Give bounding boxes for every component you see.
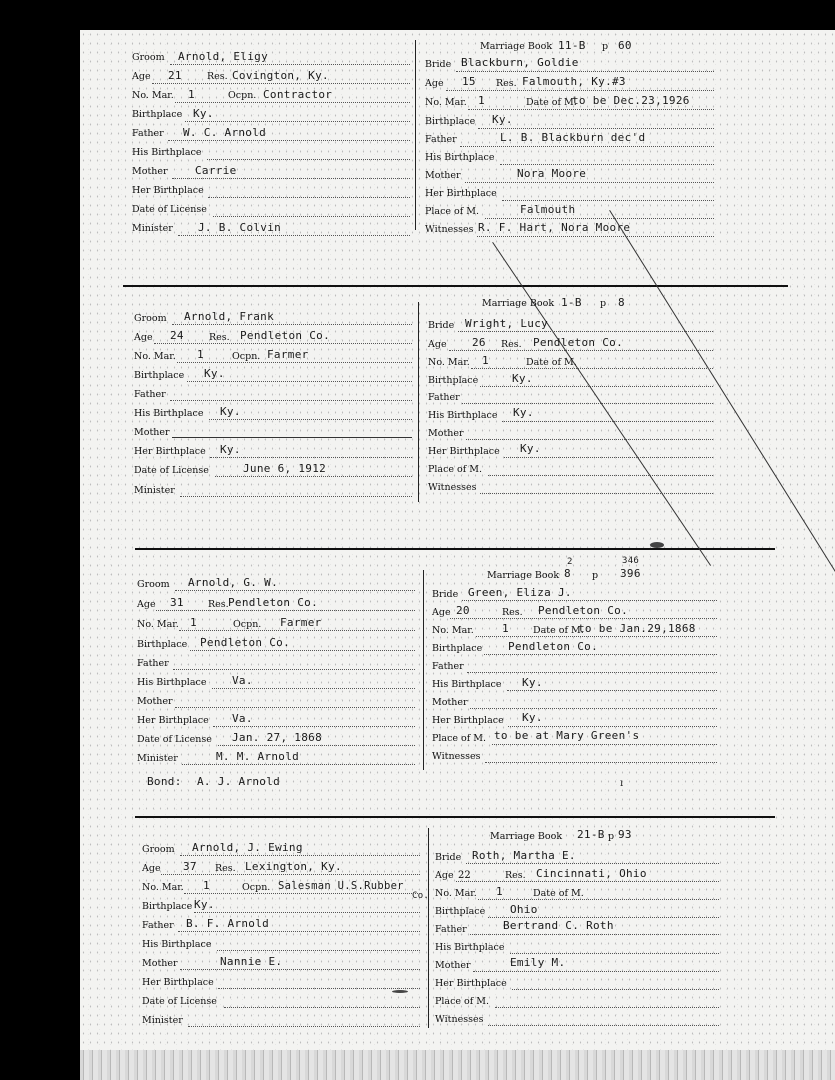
bride-label: Bride xyxy=(425,59,452,70)
scan-bottom-edge xyxy=(80,1050,835,1080)
res-label: Res. xyxy=(207,71,228,82)
date-of-m-label: Date of M. xyxy=(526,357,577,368)
her-birthplace-label: Her Birthplace xyxy=(137,715,209,726)
marriage-book-number: 21-B xyxy=(577,828,605,841)
groom-no-mar: 1 xyxy=(190,616,197,629)
marriage-book-label: Marriage Book xyxy=(482,298,555,309)
bride-father-label: Father xyxy=(432,661,464,672)
bride-mother-label: Mother xyxy=(428,428,464,439)
groom-occupation: Salesman U.S.Rubber xyxy=(278,880,404,892)
bride-name: Wright, Lucy xyxy=(465,317,549,330)
groom-name: Arnold, Frank xyxy=(184,310,274,323)
page-label: p xyxy=(600,298,607,309)
bride-his-birthplace-label: His Birthplace xyxy=(432,679,502,690)
bride-her-birthplace-label: Her Birthplace xyxy=(428,446,500,457)
groom-no-mar: 1 xyxy=(188,88,195,101)
age-label: Age xyxy=(132,71,151,82)
bride-mother-label: Mother xyxy=(432,697,468,708)
groom-no-mar: 1 xyxy=(197,348,204,361)
bride-father-label: Father xyxy=(425,134,457,145)
bride-no-mar: 1 xyxy=(482,354,489,367)
groom-occupation: Contractor xyxy=(263,88,333,101)
groom-residence: Covington, Ky. xyxy=(232,69,329,82)
bride-residence: Pendleton Co. xyxy=(533,336,623,349)
bride-no-mar: 1 xyxy=(496,885,503,898)
marriage-book-page: 396 xyxy=(620,567,641,580)
groom-name: Arnold, G. W. xyxy=(188,576,278,589)
groom-age: 31 xyxy=(170,596,184,609)
bride-father: L. B. Blackburn dec'd xyxy=(500,131,646,144)
scan-top-border xyxy=(0,0,835,30)
place-of-marriage: Falmouth xyxy=(520,203,576,216)
bride-age-label: Age xyxy=(435,870,454,881)
groom-birthplace: Ky. xyxy=(204,367,225,380)
father-label: Father xyxy=(134,389,166,400)
bride-age-label: Age xyxy=(425,78,444,89)
groom-residence: Lexington, Ky. xyxy=(245,860,342,873)
his-birthplace-label: His Birthplace xyxy=(142,939,212,950)
age-label: Age xyxy=(134,332,153,343)
minister-label: Minister xyxy=(134,485,175,496)
groom-age: 37 xyxy=(183,860,197,873)
bride-her-birthplace-label: Her Birthplace xyxy=(425,188,497,199)
bride-no-mar: 1 xyxy=(502,622,509,635)
record-separator xyxy=(123,285,788,287)
res-label: Res. xyxy=(209,332,230,343)
bride-residence: Falmouth, Ky.#3 xyxy=(522,75,626,88)
bride-residence: Pendleton Co. xyxy=(538,604,628,617)
ocpn-label: Ocpn. xyxy=(228,90,257,101)
bride-name: Blackburn, Goldie xyxy=(461,56,579,69)
bride-birthplace-label: Birthplace xyxy=(428,375,479,386)
marriage-book-number: 11-B xyxy=(558,39,586,52)
record-separator xyxy=(135,548,775,550)
birthplace-label: Birthplace xyxy=(134,370,185,381)
no-mar-label: No. Mar. xyxy=(142,882,184,893)
bride-no-mar-label: No. Mar. xyxy=(428,357,470,368)
ink-smudge xyxy=(650,542,664,548)
diagonal-stroke xyxy=(609,210,835,673)
bride-age-label: Age xyxy=(428,339,447,350)
bride-res-label: Res. xyxy=(502,607,523,618)
res-label: Res. xyxy=(208,599,229,610)
date-of-license-label: Date of License xyxy=(137,734,212,745)
register-page xyxy=(80,30,835,1080)
groom-label: Groom xyxy=(137,579,170,590)
page-label: p xyxy=(602,41,609,52)
groom-residence: Pendleton Co. xyxy=(240,329,330,342)
minister-label: Minister xyxy=(142,1015,183,1026)
mother-label: Mother xyxy=(142,958,178,969)
her-birthplace-label: Her Birthplace xyxy=(142,977,214,988)
pen-mark: ı xyxy=(620,778,624,789)
marriage-book-page: 60 xyxy=(618,39,632,52)
date-of-license-label: Date of License xyxy=(134,465,209,476)
bride-father: Bertrand C. Roth xyxy=(503,919,614,932)
bride-res-label: Res. xyxy=(501,339,522,350)
date-of-license-label: Date of License xyxy=(132,204,207,215)
date-of-marriage: to be Dec.23,1926 xyxy=(572,94,690,107)
witnesses-label: Witnesses xyxy=(425,224,474,235)
bride-his-birthplace-label: His Birthplace xyxy=(428,410,498,421)
ocpn-label: Ocpn. xyxy=(233,619,262,630)
groom-name: Arnold, Eligy xyxy=(178,50,268,63)
father-label: Father xyxy=(132,128,164,139)
bride-his-birthplace: Ky. xyxy=(513,406,534,419)
bride-birthplace-label: Birthplace xyxy=(432,643,483,654)
bond-label: Bond: xyxy=(147,775,182,788)
his-birthplace-label: His Birthplace xyxy=(132,147,202,158)
father-label: Father xyxy=(142,920,174,931)
groom-label: Groom xyxy=(134,313,167,324)
groom-mother: Nannie E. xyxy=(220,955,283,968)
page-label: p xyxy=(608,831,615,842)
place-of-m-label: Place of M. xyxy=(428,464,483,475)
bride-his-birthplace-label: His Birthplace xyxy=(435,942,505,953)
marriage-book-label: Marriage Book xyxy=(480,41,553,52)
bride-birthplace: Ky. xyxy=(512,372,533,385)
bride-residence: Cincinnati, Ohio xyxy=(536,867,647,880)
birthplace-label: Birthplace xyxy=(142,901,193,912)
page-label: p xyxy=(592,570,599,581)
marriage-book-page: 8 xyxy=(618,296,625,309)
groom-label: Groom xyxy=(142,844,175,855)
bride-mother: Emily M. xyxy=(510,956,566,969)
minister-name: J. B. Colvin xyxy=(198,221,282,234)
bride-no-mar-label: No. Mar. xyxy=(432,625,474,636)
bond-value: A. J. Arnold xyxy=(197,775,281,788)
date-of-m-label: Date of M. xyxy=(533,888,584,899)
marriage-book-label: Marriage Book xyxy=(490,831,563,842)
date-of-marriage: to be Jan.29,1868 xyxy=(578,622,696,635)
date-of-m-label: Date of M. xyxy=(526,97,577,108)
date-of-license: Jan. 27, 1868 xyxy=(232,731,322,744)
groom-age: 21 xyxy=(168,69,182,82)
bride-age: 15 xyxy=(462,75,476,88)
witnesses-label: Witnesses xyxy=(432,751,481,762)
groom-his-birthplace: Ky. xyxy=(220,405,241,418)
bride-his-birthplace: Ky. xyxy=(522,676,543,689)
groom-birthplace: Pendleton Co. xyxy=(200,636,290,649)
bride-age: 26 xyxy=(472,336,486,349)
column-divider xyxy=(415,40,416,230)
witnesses-label: Witnesses xyxy=(428,482,477,493)
bride-res-label: Res. xyxy=(496,78,517,89)
witnesses-label: Witnesses xyxy=(435,1014,484,1025)
bride-birthplace-label: Birthplace xyxy=(435,906,486,917)
bride-no-mar-label: No. Mar. xyxy=(425,97,467,108)
place-of-m-label: Place of M. xyxy=(435,996,490,1007)
date-of-m-label: Date of M. xyxy=(533,625,584,636)
ink-smudge xyxy=(392,990,408,993)
mother-label: Mother xyxy=(132,166,168,177)
page-correction: 346 xyxy=(622,556,640,566)
no-mar-label: No. Mar. xyxy=(137,619,179,630)
minister-name: M. M. Arnold xyxy=(216,750,300,763)
bride-father-label: Father xyxy=(435,924,467,935)
groom-no-mar: 1 xyxy=(203,879,210,892)
mother-label: Mother xyxy=(134,427,170,438)
bride-mother-label: Mother xyxy=(435,960,471,971)
groom-father: W. C. Arnold xyxy=(183,126,267,139)
groom-residence: Pendleton Co. xyxy=(228,596,318,609)
bride-no-mar-label: No. Mar. xyxy=(435,888,477,899)
bride-res-label: Res. xyxy=(505,870,526,881)
groom-father: B. F. Arnold xyxy=(186,917,270,930)
bride-no-mar: 1 xyxy=(478,94,485,107)
place-of-marriage: to be at Mary Green's xyxy=(494,729,640,742)
column-divider xyxy=(418,302,419,502)
marriage-book-label: Marriage Book xyxy=(487,570,560,581)
bride-age: 22 xyxy=(458,870,471,881)
birthplace-label: Birthplace xyxy=(132,109,183,120)
bride-birthplace: Ohio xyxy=(510,903,538,916)
minister-label: Minister xyxy=(132,223,173,234)
bride-her-birthplace-label: Her Birthplace xyxy=(435,978,507,989)
bride-name: Green, Eliza J. xyxy=(468,586,572,599)
groom-age: 24 xyxy=(170,329,184,342)
ocpn-label: Ocpn. xyxy=(232,351,261,362)
no-mar-label: No. Mar. xyxy=(134,351,176,362)
groom-birthplace: Ky. xyxy=(194,898,215,911)
age-label: Age xyxy=(137,599,156,610)
date-of-license: June 6, 1912 xyxy=(243,462,327,475)
marriage-book-page: 93 xyxy=(618,828,632,841)
bride-her-birthplace: Ky. xyxy=(522,711,543,724)
mother-label: Mother xyxy=(137,696,173,707)
bride-age: 20 xyxy=(456,604,470,617)
no-mar-label: No. Mar. xyxy=(132,90,174,101)
column-divider xyxy=(428,828,429,1028)
bride-birthplace: Pendleton Co. xyxy=(508,640,598,653)
res-label: Res. xyxy=(215,863,236,874)
bride-name: Roth, Martha E. xyxy=(472,849,576,862)
book-correction: 2 xyxy=(567,557,573,567)
bride-label: Bride xyxy=(435,852,462,863)
groom-his-birthplace: Va. xyxy=(232,674,253,687)
record-separator xyxy=(135,816,775,818)
father-label: Father xyxy=(137,658,169,669)
place-of-m-label: Place of M. xyxy=(432,733,487,744)
place-of-m-label: Place of M. xyxy=(425,206,480,217)
her-birthplace-label: Her Birthplace xyxy=(132,185,204,196)
groom-her-birthplace: Ky. xyxy=(220,443,241,456)
ocpn-label: Ocpn. xyxy=(242,882,271,893)
marriage-book-number: 8 xyxy=(564,567,571,580)
groom-her-birthplace: Va. xyxy=(232,712,253,725)
minister-label: Minister xyxy=(137,753,178,764)
groom-occupation-continued: Co. xyxy=(412,891,430,901)
marriage-book-number: 1-B xyxy=(561,296,582,309)
birthplace-label: Birthplace xyxy=(137,639,188,650)
groom-name: Arnold, J. Ewing xyxy=(192,841,303,854)
bride-age-label: Age xyxy=(432,607,451,618)
groom-mother: Carrie xyxy=(195,164,237,177)
bride-mother-label: Mother xyxy=(425,170,461,181)
bride-birthplace: Ky. xyxy=(492,113,513,126)
groom-label: Groom xyxy=(132,52,165,63)
bride-mother: Nora Moore xyxy=(517,167,587,180)
age-label: Age xyxy=(142,863,161,874)
groom-occupation: Farmer xyxy=(280,616,322,629)
witnesses: R. F. Hart, Nora Moore xyxy=(478,221,631,234)
scan-left-border xyxy=(0,0,80,1080)
his-birthplace-label: His Birthplace xyxy=(137,677,207,688)
bride-label: Bride xyxy=(428,320,455,331)
groom-birthplace: Ky. xyxy=(193,107,214,120)
bride-her-birthplace-label: Her Birthplace xyxy=(432,715,504,726)
bride-father-label: Father xyxy=(428,392,460,403)
her-birthplace-label: Her Birthplace xyxy=(134,446,206,457)
groom-occupation: Farmer xyxy=(267,348,309,361)
bride-label: Bride xyxy=(432,589,459,600)
bride-her-birthplace: Ky. xyxy=(520,442,541,455)
bride-birthplace-label: Birthplace xyxy=(425,116,476,127)
bride-his-birthplace-label: His Birthplace xyxy=(425,152,495,163)
column-divider xyxy=(423,570,424,770)
his-birthplace-label: His Birthplace xyxy=(134,408,204,419)
date-of-license-label: Date of License xyxy=(142,996,217,1007)
